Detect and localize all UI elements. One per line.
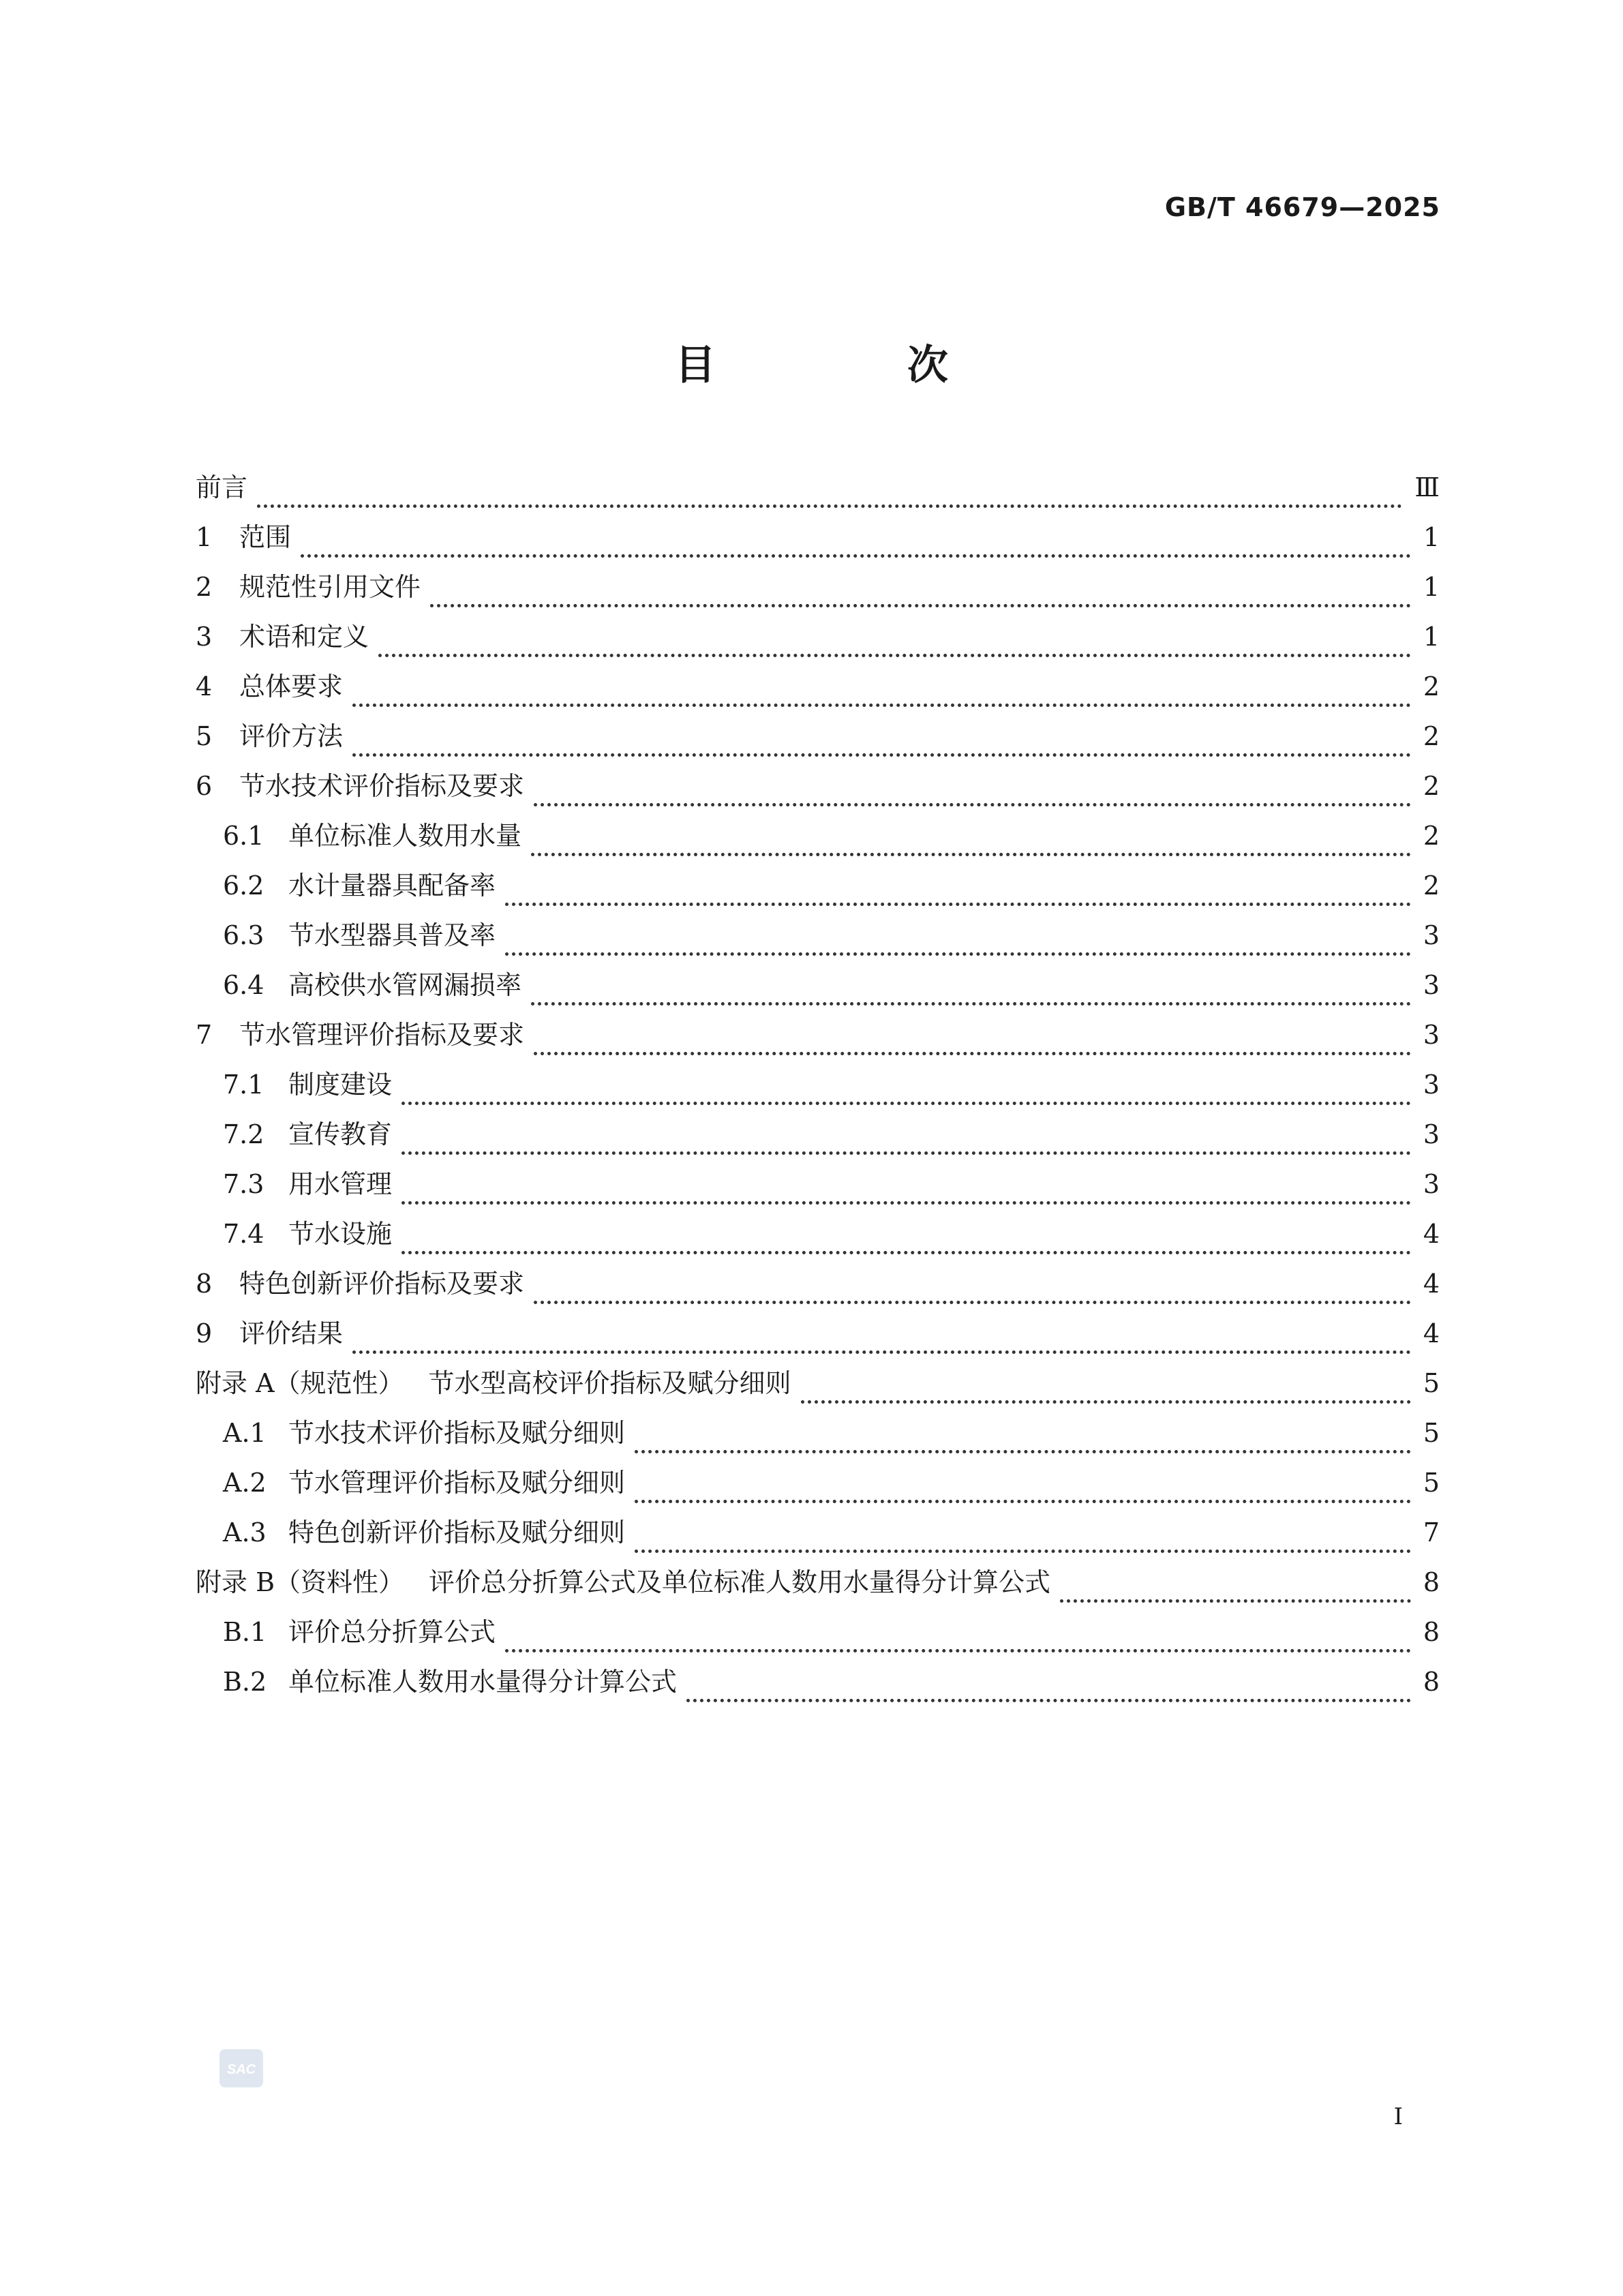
toc-entry-1[interactable]: [196, 516, 1440, 566]
toc-entry-number: 1: [196, 522, 213, 552]
toc-entry-5[interactable]: [196, 715, 1440, 765]
toc-entry-7[interactable]: [196, 1014, 1440, 1063]
toc-entry-title: 节水设施: [288, 1219, 393, 1249]
leader-dots: [635, 1524, 1411, 1553]
toc-entry-title: 规范性引用文件: [239, 572, 421, 602]
toc-entry-page: 1: [1423, 522, 1440, 552]
toc-entry-7-1[interactable]: [196, 1063, 1440, 1113]
toc-entry-title: 高校供水管网漏损率: [288, 970, 522, 1000]
toc-entry-page: 3: [1423, 1020, 1440, 1050]
toc-entry-number: 7.4: [223, 1219, 264, 1249]
toc-entry-number: 7: [196, 1020, 213, 1050]
toc-entry-7-2[interactable]: [196, 1113, 1440, 1163]
toc-entry-4[interactable]: [196, 665, 1440, 715]
leader-dots: [301, 528, 1411, 558]
toc-entry-title: 节水技术评价指标及要求: [239, 771, 525, 801]
leader-dots: [534, 1275, 1411, 1304]
toc-entry-number: 7.1: [223, 1070, 264, 1100]
toc-entry-page: 5: [1423, 1418, 1440, 1448]
toc-entry-b-2[interactable]: [196, 1661, 1440, 1710]
toc-entry-number: 3: [196, 622, 213, 652]
toc-entry-page: 4: [1423, 1219, 1440, 1249]
toc-entry-title: 节水管理评价指标及赋分细则: [288, 1468, 626, 1498]
toc-entry-6[interactable]: [196, 765, 1440, 815]
toc-entry-number: 4: [196, 671, 213, 701]
leader-dots: [352, 727, 1411, 757]
toc-entry-2[interactable]: [196, 566, 1440, 616]
toc-entry-page: 2: [1423, 871, 1440, 901]
toc-entry-page: 8: [1423, 1567, 1440, 1597]
toc-entry-number: 9: [196, 1318, 213, 1348]
toc-entry-page: 3: [1423, 1070, 1440, 1100]
leader-dots: [534, 777, 1411, 806]
toc-annex-prefix: 附录 A（规范性）: [196, 1368, 404, 1398]
svg-text:SAC: SAC: [226, 2062, 256, 2077]
toc-entry-title: 制度建设: [288, 1070, 393, 1100]
toc-entry-title: 节水型器具普及率: [288, 920, 496, 950]
toc-entry-title: 评价总分折算公式: [288, 1617, 496, 1647]
toc-entry-page: 3: [1423, 1119, 1440, 1149]
toc-entry-annex-a[interactable]: [196, 1362, 1440, 1412]
toc-entry-8[interactable]: [196, 1263, 1440, 1312]
toc-entry-number: 6: [196, 771, 213, 801]
toc-entry-title: 特色创新评价指标及要求: [239, 1269, 525, 1299]
toc-entry-title: 评价总分折算公式及单位标准人数用水量得分计算公式: [429, 1567, 1051, 1597]
toc-entry-7-3[interactable]: [196, 1163, 1440, 1213]
toc-entry-number: A.1: [223, 1418, 267, 1448]
toc-entry-page: 5: [1423, 1468, 1440, 1498]
leader-dots: [505, 926, 1411, 956]
toc-entry-page: 2: [1423, 671, 1440, 701]
toc-entry-title: 节水技术评价指标及赋分细则: [288, 1418, 626, 1448]
toc-entry-number: 6.2: [223, 871, 264, 901]
toc-entry-title: 水计量器具配备率: [288, 871, 496, 901]
toc-entry-title: 宣传教育: [288, 1119, 393, 1149]
toc-entry-3[interactable]: [196, 616, 1440, 665]
toc-entry-number: B.1: [223, 1617, 267, 1647]
toc-entry-page: 8: [1423, 1617, 1440, 1647]
leader-dots: [531, 827, 1411, 856]
page-title: 目 次: [675, 342, 1037, 389]
toc-entry-title: 评价结果: [239, 1318, 344, 1348]
toc-entry-page: 4: [1423, 1318, 1440, 1348]
toc-entry-title: 前言: [196, 472, 248, 502]
toc-entry-6-4[interactable]: [196, 964, 1440, 1014]
leader-dots: [1060, 1573, 1411, 1603]
leader-dots: [401, 1126, 1411, 1155]
toc-entry-page: 2: [1423, 771, 1440, 801]
toc-entry-6-3[interactable]: [196, 914, 1440, 964]
toc-entry-7-4[interactable]: [196, 1213, 1440, 1263]
toc-entry-title: 节水管理评价指标及要求: [239, 1020, 525, 1050]
sac-logo: [219, 2049, 263, 2087]
toc-entry-page: 3: [1423, 920, 1440, 950]
leader-dots: [505, 1623, 1411, 1652]
toc-entry-number: 6.1: [223, 821, 264, 851]
toc-entry-title: 单位标准人数用水量: [288, 821, 522, 851]
toc-entry-page: 3: [1423, 970, 1440, 1000]
toc-entry-number: 7.3: [223, 1169, 264, 1199]
toc-entry-a-1[interactable]: [196, 1412, 1440, 1462]
toc-entry-page: 1: [1423, 622, 1440, 652]
toc-entry-foreword[interactable]: [196, 466, 1440, 516]
toc-entry-title: 术语和定义: [239, 622, 369, 652]
toc-entry-number: A.2: [223, 1468, 267, 1498]
toc-entry-title: 单位标准人数用水量得分计算公式: [288, 1667, 678, 1697]
leader-dots: [635, 1474, 1411, 1503]
toc-entry-page: 8: [1423, 1667, 1440, 1697]
leader-dots: [401, 1076, 1411, 1105]
leader-dots: [635, 1424, 1411, 1453]
toc-entry-number: 6.4: [223, 970, 264, 1000]
toc-entry-a-3[interactable]: [196, 1511, 1440, 1561]
toc-entry-number: 6.3: [223, 920, 264, 950]
leader-dots: [531, 976, 1411, 1006]
leader-dots: [352, 678, 1411, 707]
page-number: I: [1393, 2103, 1403, 2130]
toc-annex-prefix: 附录 B（资料性）: [196, 1567, 405, 1597]
toc-entry-page: 3: [1423, 1169, 1440, 1199]
toc-entry-page: 1: [1423, 572, 1440, 602]
leader-dots: [378, 628, 1411, 657]
table-of-contents: [196, 466, 1440, 1710]
leader-dots: [401, 1225, 1411, 1254]
toc-entry-page: Ⅲ: [1414, 472, 1440, 502]
leader-dots: [505, 877, 1411, 906]
leader-dots: [257, 479, 1402, 508]
toc-entry-title: 特色创新评价指标及赋分细则: [288, 1517, 626, 1547]
toc-entry-page: 5: [1423, 1368, 1440, 1398]
toc-entry-page: 4: [1423, 1269, 1440, 1299]
leader-dots: [352, 1325, 1411, 1354]
toc-entry-number: 2: [196, 572, 213, 602]
toc-entry-annex-b[interactable]: [196, 1561, 1440, 1611]
toc-entry-number: 5: [196, 721, 213, 751]
toc-entry-6-1[interactable]: [196, 815, 1440, 864]
toc-entry-b-1[interactable]: [196, 1611, 1440, 1661]
leader-dots: [801, 1374, 1411, 1404]
leader-dots: [430, 578, 1411, 607]
toc-entry-a-2[interactable]: [196, 1462, 1440, 1511]
leader-dots: [686, 1673, 1411, 1702]
toc-entry-title: 节水型高校评价指标及赋分细则: [428, 1368, 791, 1398]
toc-entry-title: 用水管理: [288, 1169, 393, 1199]
standard-code: GB/T 46679—2025: [1164, 192, 1440, 222]
sac-logo-icon: [219, 2049, 263, 2087]
toc-entry-page: 7: [1423, 1517, 1440, 1547]
toc-entry-page: 2: [1423, 721, 1440, 751]
toc-entry-6-2[interactable]: [196, 864, 1440, 914]
toc-entry-number: 8: [196, 1269, 213, 1299]
toc-entry-number: B.2: [223, 1667, 267, 1697]
leader-dots: [534, 1026, 1411, 1055]
toc-entry-number: A.3: [223, 1517, 267, 1547]
toc-entry-title: 范围: [239, 522, 292, 552]
toc-entry-page: 2: [1423, 821, 1440, 851]
toc-entry-title: 评价方法: [239, 721, 344, 751]
toc-entry-title: 总体要求: [239, 671, 344, 701]
leader-dots: [401, 1175, 1411, 1205]
toc-entry-9[interactable]: [196, 1312, 1440, 1362]
toc-entry-number: 7.2: [223, 1119, 264, 1149]
